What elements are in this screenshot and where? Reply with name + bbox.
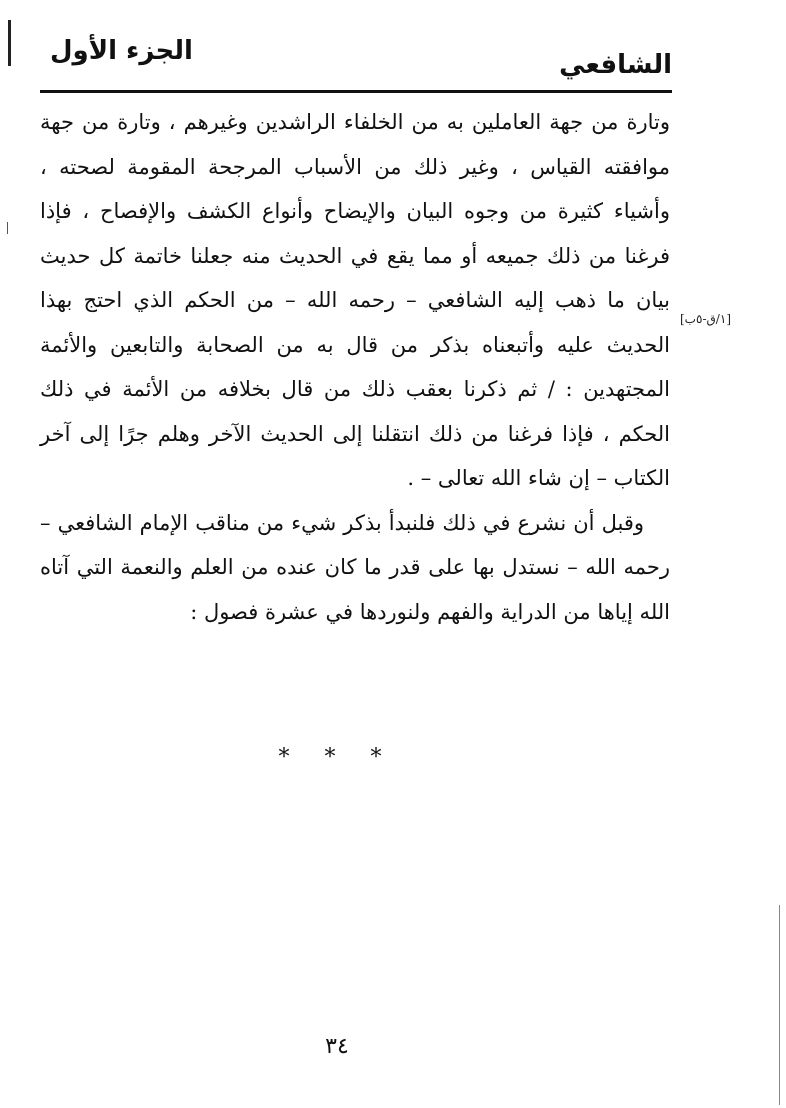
paragraph: وقبل أن نشرع في ذلك فلنبدأ بذكر شيء من مناقب الإمام الشافعي – رحمه الله – نستدل بها على قدر ما كان عنده من العلم والنعمة التي آتاه الله إياها من الدراية والفهم ولنوردها في عشرة فصول : — [40, 510, 670, 624]
manuscript-folio-note: [١/ق-٥ب] — [680, 312, 731, 326]
scan-edge-tick — [7, 222, 8, 234]
page-number: ٣٤ — [325, 1034, 349, 1059]
header-book-title: الشافعي — [559, 50, 672, 80]
body-text — [40, 100, 670, 634]
scan-edge-mark-right — [779, 905, 780, 1105]
header-rule — [40, 90, 672, 93]
paragraph: وتارة من جهة العاملين به من الخلفاء الراشدين وغيرهم ، وتارة من جهة موافقته القياس ، وغير ذلك من الأسباب المرجحة المقومة لصحته ، وأشياء كثيرة من وجوه البيان والإيضاح وأنواع الكشف والإفصاح ، فإذا فرغنا من ذلك جميعه أو مما يقع في الحديث منه جعلنا خاتمة كل حديث بيان ما ذهب إليه الشافعي – رحمه الله – من الحكم الذي احتج بهذا الحديث عليه وأتبعناه بذكر من قال به من الصحابة والتابعين والأئمة المجتهدين : / ثم ذكرنا بعقب ذلك من قال بخلافه من الأئمة في ذلك الحكم ، فإذا فرغنا من ذلك انتقلنا إلى الحديث الآخر وهلم جرًا إلى آخر الكتاب – إن شاء الله تعالى – . — [40, 110, 671, 490]
scan-edge-mark — [8, 20, 11, 66]
running-header — [40, 30, 672, 90]
header-part-label: الجزء الأول — [50, 36, 193, 66]
section-ornament: * * * — [278, 745, 396, 770]
